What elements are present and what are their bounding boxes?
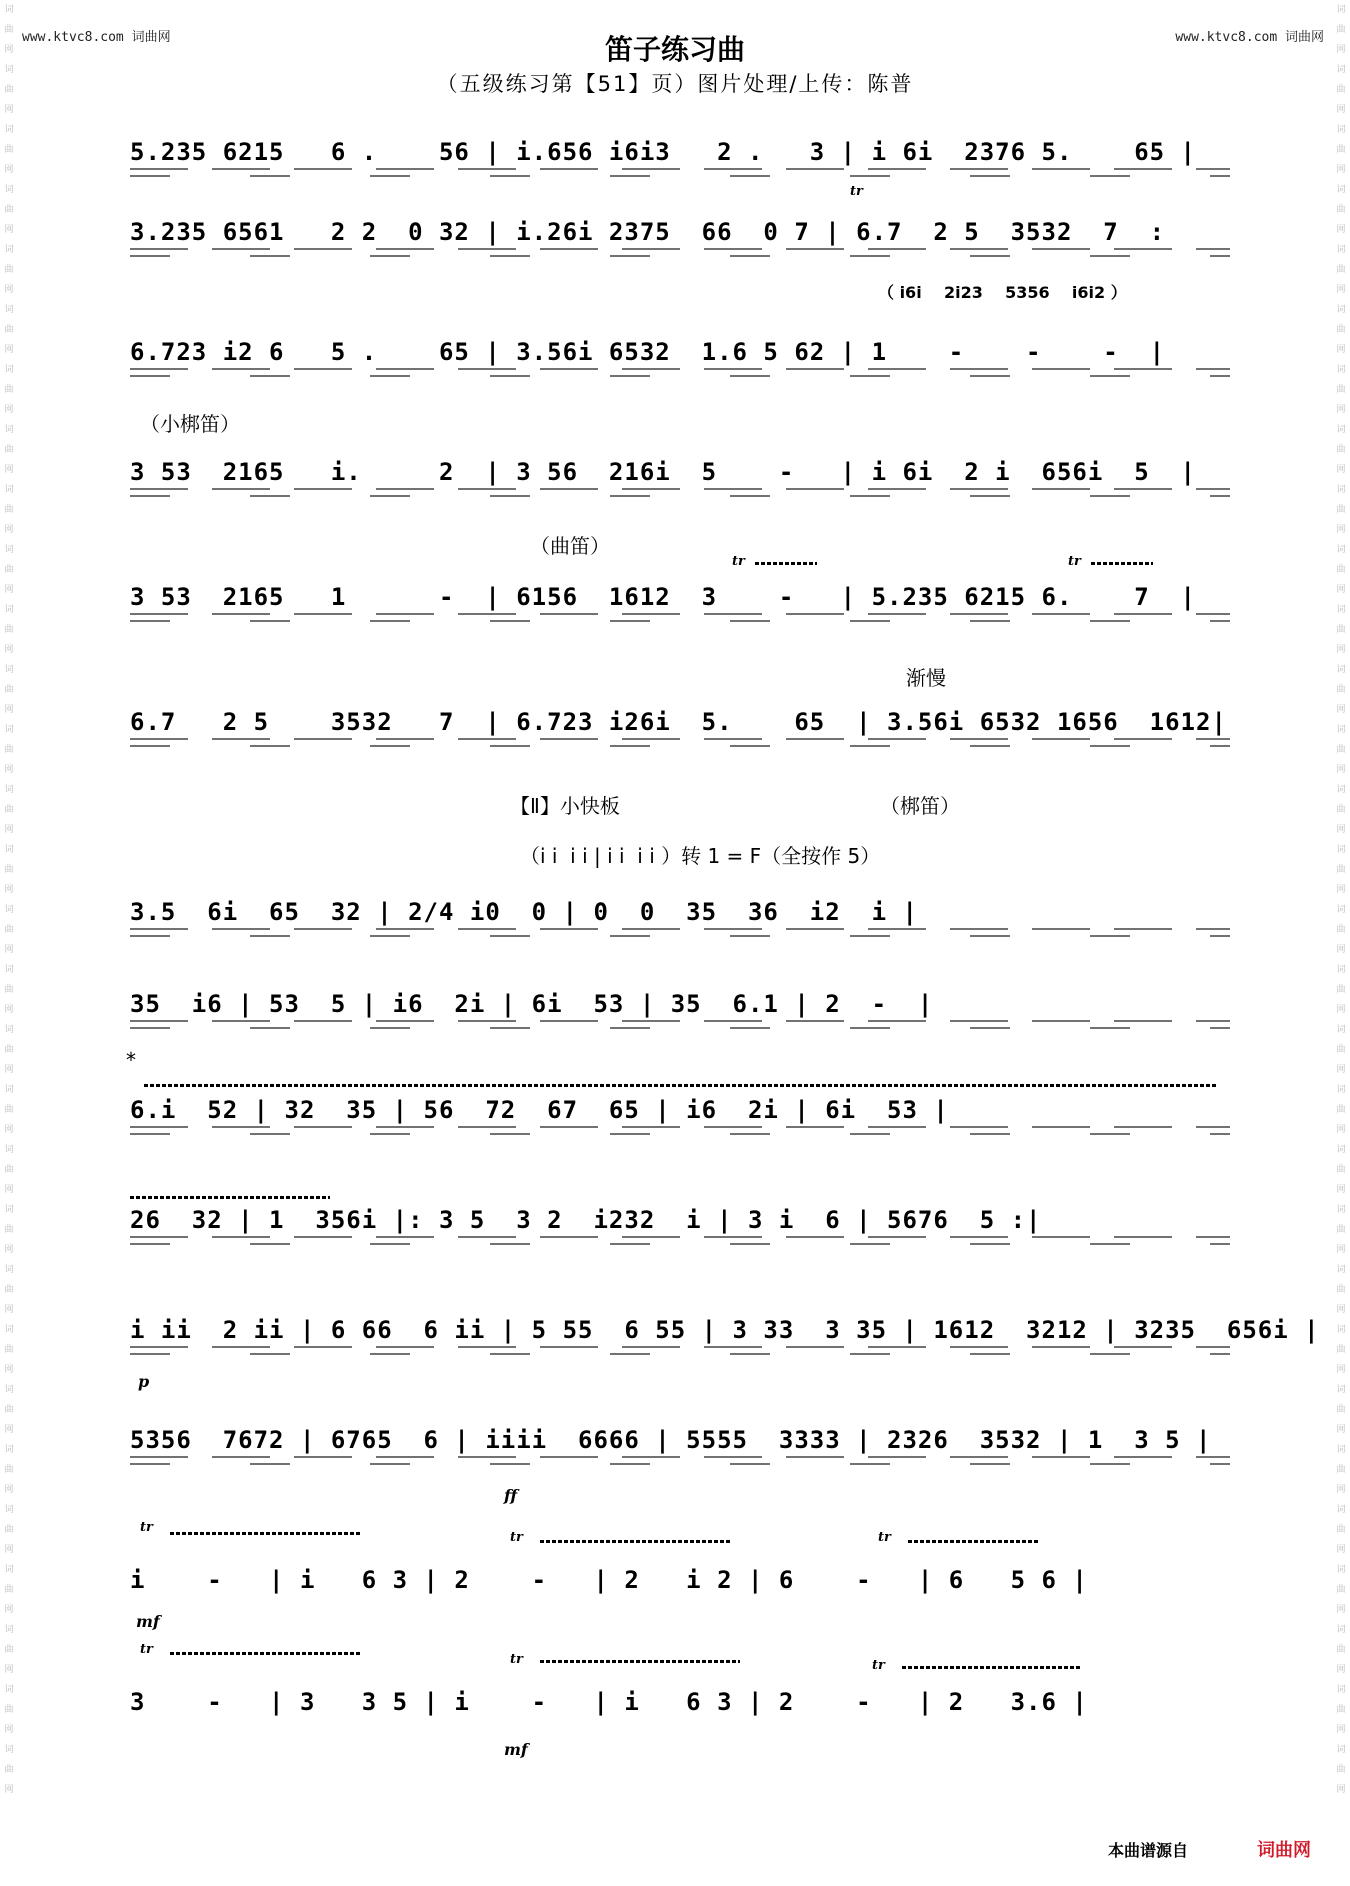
instrument-annotation: （梆笛） [880, 794, 960, 818]
score-line-12 [130, 1388, 1230, 1468]
score-line-6 [130, 670, 1230, 750]
dynamic-mark: mf [136, 1612, 160, 1631]
trill-mark: tr [510, 1652, 523, 1667]
trill-mark: tr [140, 1642, 153, 1657]
score-line-5 [130, 545, 1230, 625]
trill-mark: tr [878, 1530, 891, 1545]
beam-underlines [130, 1020, 1230, 1032]
notation-line: 5.235 6215 6 . 56 | i.656 i6i3 2 . 3 | i 6i 2376 5. 65 | [130, 138, 1196, 166]
tempo-annotation: 渐慢 [906, 666, 946, 690]
beam-underlines [130, 613, 1230, 625]
dynamic-mark: p [138, 1372, 150, 1391]
dynamic-mark: mf [504, 1740, 528, 1759]
intro-parenthetical: （ i6i 2i23 5356 i6i2 ） [878, 283, 1127, 302]
score-line-1 [130, 100, 1230, 180]
notation-line: 3.5 6i 65 32 | 2/4 i0 0 | 0 0 35 36 i2 i | [130, 898, 918, 926]
page-title: 笛子练习曲 [604, 33, 745, 66]
instrument-annotation: （曲笛） [530, 534, 610, 558]
score-line-7 [130, 860, 1230, 940]
trill-mark: tr [850, 184, 863, 199]
beam-underlines [130, 1456, 1230, 1468]
footer-brand-link[interactable]: 词曲网 [1257, 1840, 1311, 1861]
notation-line: 3 53 2165 i. 2 | 3 56 216i 5 - | i 6i 2 i 656i 5 | [130, 458, 1196, 486]
notation-line: i - | i 6 3 | 2 - | 2 i 2 | 6 - | 6 5 6 | [130, 1566, 1088, 1594]
notation-line: 6.7 2 5 3532 7 | 6.723 i26i 5. 65 | 3.56i 6532 1656 1612| [130, 708, 1227, 736]
instrument-annotation: （小梆笛） [140, 412, 240, 436]
trill-mark: tr [732, 554, 745, 569]
beam-underlines [130, 168, 1230, 180]
beam-underlines [130, 1346, 1230, 1358]
beam-underlines [130, 248, 1230, 260]
notation-line: 3.235 6561 2 2 0 32 | i.26i 2375 66 0 7 | 6.7 2 5 3532 7 : [130, 218, 1166, 246]
notation-line: 6.723 i2 6 5 . 65 | 3.56i 6532 1.6 5 62 | 1 - - - | [130, 338, 1166, 366]
score-line-11 [130, 1278, 1320, 1358]
beam-underlines [130, 1236, 1230, 1248]
score-line-13 [130, 1528, 1230, 1608]
beam-underlines [130, 738, 1230, 750]
score-line-2 [130, 180, 1230, 260]
trill-mark: tr [1068, 554, 1081, 569]
site-url-left: www.ktvc8.com 词曲网 [22, 30, 171, 45]
key-change-annotation: （i i i i | i i i i ）转 1 = F（全按作 5） [520, 844, 881, 868]
notation-line: 35 i6 | 53 5 | i6 2i | 6i 53 | 35 6.1 | 2 - | [130, 990, 934, 1018]
right-watermark-strip: 词曲网词曲网词曲网词曲网词曲网词曲网词曲网词曲网词曲网词曲网词曲网词曲网词曲网词曲网词曲网词曲网词曲网词曲网词曲网词曲网词曲网词曲网词曲网词曲网词曲网词曲网词曲网词曲网词曲网词曲网 [1336, 5, 1346, 1795]
trill-mark: tr [140, 1520, 153, 1535]
site-url-right: www.ktvc8.com 词曲网 [1175, 30, 1324, 45]
score-line-14 [130, 1650, 1230, 1730]
notation-line: 3 - | 3 3 5 | i - | i 6 3 | 2 - | 2 3.6 | [130, 1688, 1088, 1716]
score-line-4 [130, 420, 1230, 500]
score-line-10 [130, 1168, 1230, 1248]
notation-line: 6.i 52 | 32 35 | 56 72 67 65 | i6 2i | 6i 53 | [130, 1096, 949, 1124]
footer-source-label: 本曲谱源自 [1108, 1841, 1189, 1860]
beam-underlines [130, 368, 1230, 380]
section-heading: 【Ⅱ】小快板 [510, 794, 620, 818]
notation-line: 3 53 2165 1 - | 6156 1612 3 - | 5.235 6215 6. 7 | [130, 583, 1196, 611]
score-line-9 [130, 1058, 1230, 1138]
notation-line: 26 32 | 1 356i |: 3 5 3 2 i232 i | 3 i 6 | 5676 5 :| [130, 1206, 1042, 1234]
score-line-8 [130, 952, 1230, 1032]
beam-underlines [130, 928, 1230, 940]
notation-line: 5356 7672 | 6765 6 | iiii 6666 | 5555 3333 | 2326 3532 | 1 3 5 | [130, 1426, 1212, 1454]
beam-underlines [130, 1126, 1230, 1138]
dynamic-mark: ff [504, 1486, 518, 1505]
trill-mark: tr [510, 1530, 523, 1545]
trill-mark: tr [872, 1658, 885, 1673]
star-mark: * [126, 1048, 136, 1072]
page-subtitle: （五级练习第【51】页）图片处理/上传：陈普 [436, 72, 914, 96]
notation-line: i ii 2 ii | 6 66 6 ii | 5 55 6 55 | 3 33 3 35 | 1612 3212 | 3235 656i | [130, 1316, 1320, 1344]
score-line-3 [130, 300, 1230, 380]
left-watermark-strip: 词曲网词曲网词曲网词曲网词曲网词曲网词曲网词曲网词曲网词曲网词曲网词曲网词曲网词曲网词曲网词曲网词曲网词曲网词曲网词曲网词曲网词曲网词曲网词曲网词曲网词曲网词曲网词曲网词曲网词曲网 [4, 5, 14, 1795]
beam-underlines [130, 488, 1230, 500]
